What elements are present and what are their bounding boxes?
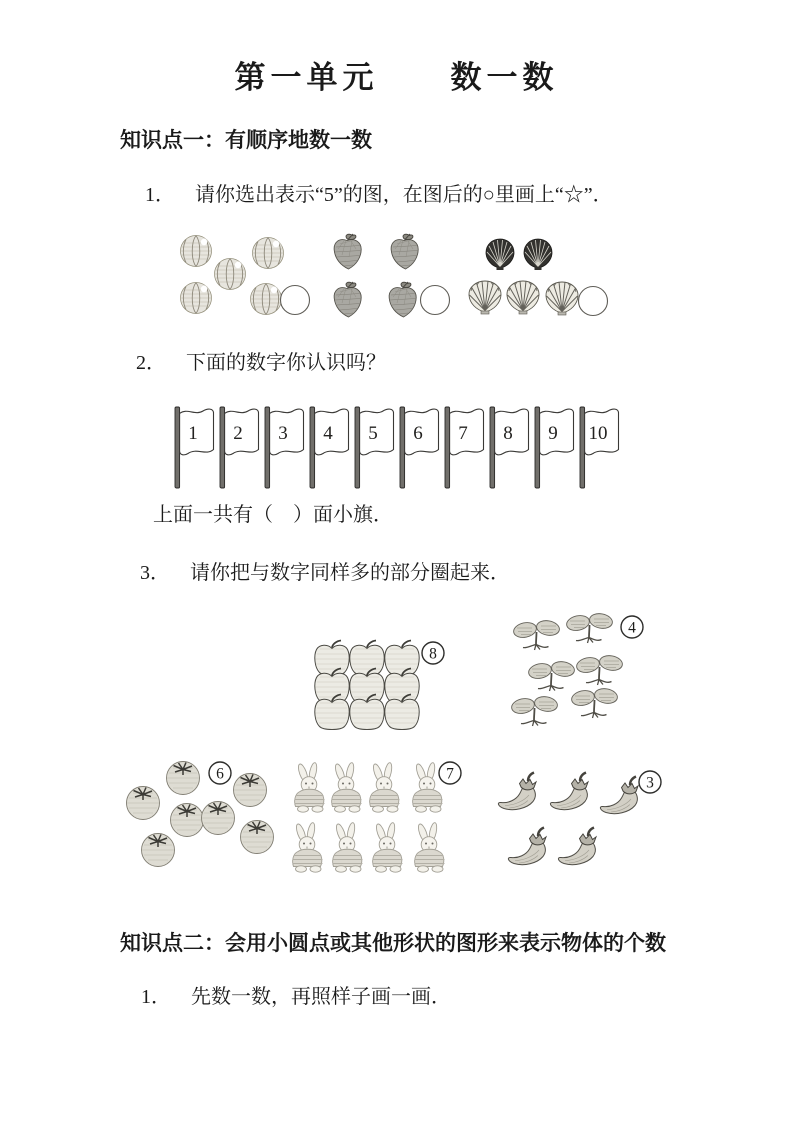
sprout-icon (575, 654, 623, 685)
section1-heading: 知识点一：有顺序地数一数 (120, 129, 372, 152)
apple-icon (385, 641, 419, 676)
section2-question1-number: 1． (141, 986, 171, 1008)
svg-text:8: 8 (503, 423, 513, 444)
tomato-icon (167, 762, 200, 795)
svg-text:7: 7 (458, 423, 468, 444)
svg-text:10: 10 (588, 423, 608, 444)
svg-text:7: 7 (446, 765, 454, 783)
number-badge (639, 771, 661, 793)
svg-text:5: 5 (368, 423, 378, 444)
flag-icon (445, 407, 484, 488)
q3-group-tomatoes (123, 754, 285, 874)
ball-icon (215, 259, 246, 290)
rabbit-icon (293, 822, 323, 872)
number-badge (621, 616, 643, 638)
flag-icon (400, 407, 439, 488)
pepper-icon (498, 773, 536, 810)
svg-text:4: 4 (628, 619, 636, 637)
sprout-icon (510, 695, 558, 726)
strawberry-icon (334, 234, 361, 269)
svg-text:6: 6 (216, 765, 224, 783)
svg-text:9: 9 (548, 423, 558, 444)
flag-icon (175, 407, 214, 488)
svg-text:4: 4 (323, 423, 333, 444)
section2-question1-text: 先数一数，再照样子画一画． (191, 986, 451, 1008)
q3-group-rabbits (291, 752, 473, 900)
sprout-icon (565, 612, 613, 643)
scallop-shell-icon (524, 239, 552, 270)
pepper-icon (558, 828, 596, 865)
svg-text:3: 3 (646, 774, 654, 792)
svg-text:1: 1 (188, 423, 198, 444)
pepper-icon (600, 777, 638, 814)
q3-group-peppers (493, 761, 677, 875)
tomato-icon (127, 787, 160, 820)
scallop-shell-icon (486, 239, 514, 270)
svg-text:2: 2 (233, 423, 243, 444)
q1-group-strawberries (330, 229, 458, 325)
flag-icon (265, 407, 304, 488)
tomato-icon (234, 774, 267, 807)
rabbit-icon (415, 822, 445, 872)
page-title: 第一单元 数一数 (234, 60, 559, 95)
sprout-icon (512, 619, 560, 650)
apple-icon (385, 669, 419, 704)
svg-text:8: 8 (429, 645, 437, 663)
svg-text:3: 3 (278, 423, 288, 444)
scallop-shell-icon (507, 281, 539, 314)
strawberry-icon (334, 282, 361, 317)
number-badge (209, 762, 231, 784)
rabbit-icon (413, 762, 443, 812)
question2-text: 下面的数字你认识吗？ (186, 352, 386, 374)
q1-group-shells (465, 229, 617, 325)
apple-icon (315, 695, 349, 730)
flag-icon (580, 407, 619, 488)
sprout-icon (570, 687, 618, 718)
apple-icon (350, 669, 384, 704)
apple-icon (350, 695, 384, 730)
q1-group-balls (168, 229, 318, 325)
rabbit-icon (332, 762, 362, 812)
question1-text: 请你选出表示“5”的图，在图后的○里画上“☆”． (195, 184, 613, 206)
strawberry-icon (389, 282, 416, 317)
tomato-icon (202, 802, 235, 835)
rabbit-icon (295, 762, 325, 812)
scallop-shell-icon (469, 281, 501, 314)
question2-number: 2． (136, 352, 166, 374)
number-badge (439, 762, 461, 784)
flag-icon (490, 407, 529, 488)
sprout-icon (527, 660, 575, 691)
ball-icon (181, 236, 212, 267)
tomato-icon (142, 834, 175, 867)
scallop-shell-icon (546, 282, 578, 315)
answer-circle[interactable] (421, 286, 450, 315)
ball-icon (181, 283, 212, 314)
ball-icon (253, 238, 284, 269)
svg-text:6: 6 (413, 423, 423, 444)
answer-circle[interactable] (579, 287, 608, 316)
q3-group-apples (300, 638, 452, 750)
ball-icon (251, 284, 282, 315)
section2-heading: 知识点二：会用小圆点或其他形状的图形来表示物体的个数 (120, 932, 666, 955)
rabbit-icon (370, 762, 400, 812)
flag-icon (310, 407, 349, 488)
flag-icon (355, 407, 394, 488)
flag-icon (220, 407, 259, 488)
apple-icon (315, 669, 349, 704)
question1-number: 1． (145, 184, 175, 206)
q2-flags-row (170, 404, 645, 494)
apple-icon (350, 641, 384, 676)
apple-icon (385, 695, 419, 730)
strawberry-icon (391, 234, 418, 269)
apple-icon (315, 641, 349, 676)
pepper-icon (508, 828, 546, 865)
tomato-icon (171, 804, 204, 837)
q3-group-sprouts (498, 604, 654, 736)
answer-circle[interactable] (281, 286, 310, 315)
question3-number: 3． (140, 562, 170, 584)
question3-text: 请你把与数字同样多的部分圈起来． (190, 562, 510, 584)
flags-caption: 上面一共有（ ）面小旗． (153, 504, 393, 526)
flag-icon (535, 407, 574, 488)
pepper-icon (550, 773, 588, 810)
tomato-icon (241, 821, 274, 854)
rabbit-icon (373, 822, 403, 872)
rabbit-icon (333, 822, 363, 872)
number-badge (422, 642, 444, 664)
